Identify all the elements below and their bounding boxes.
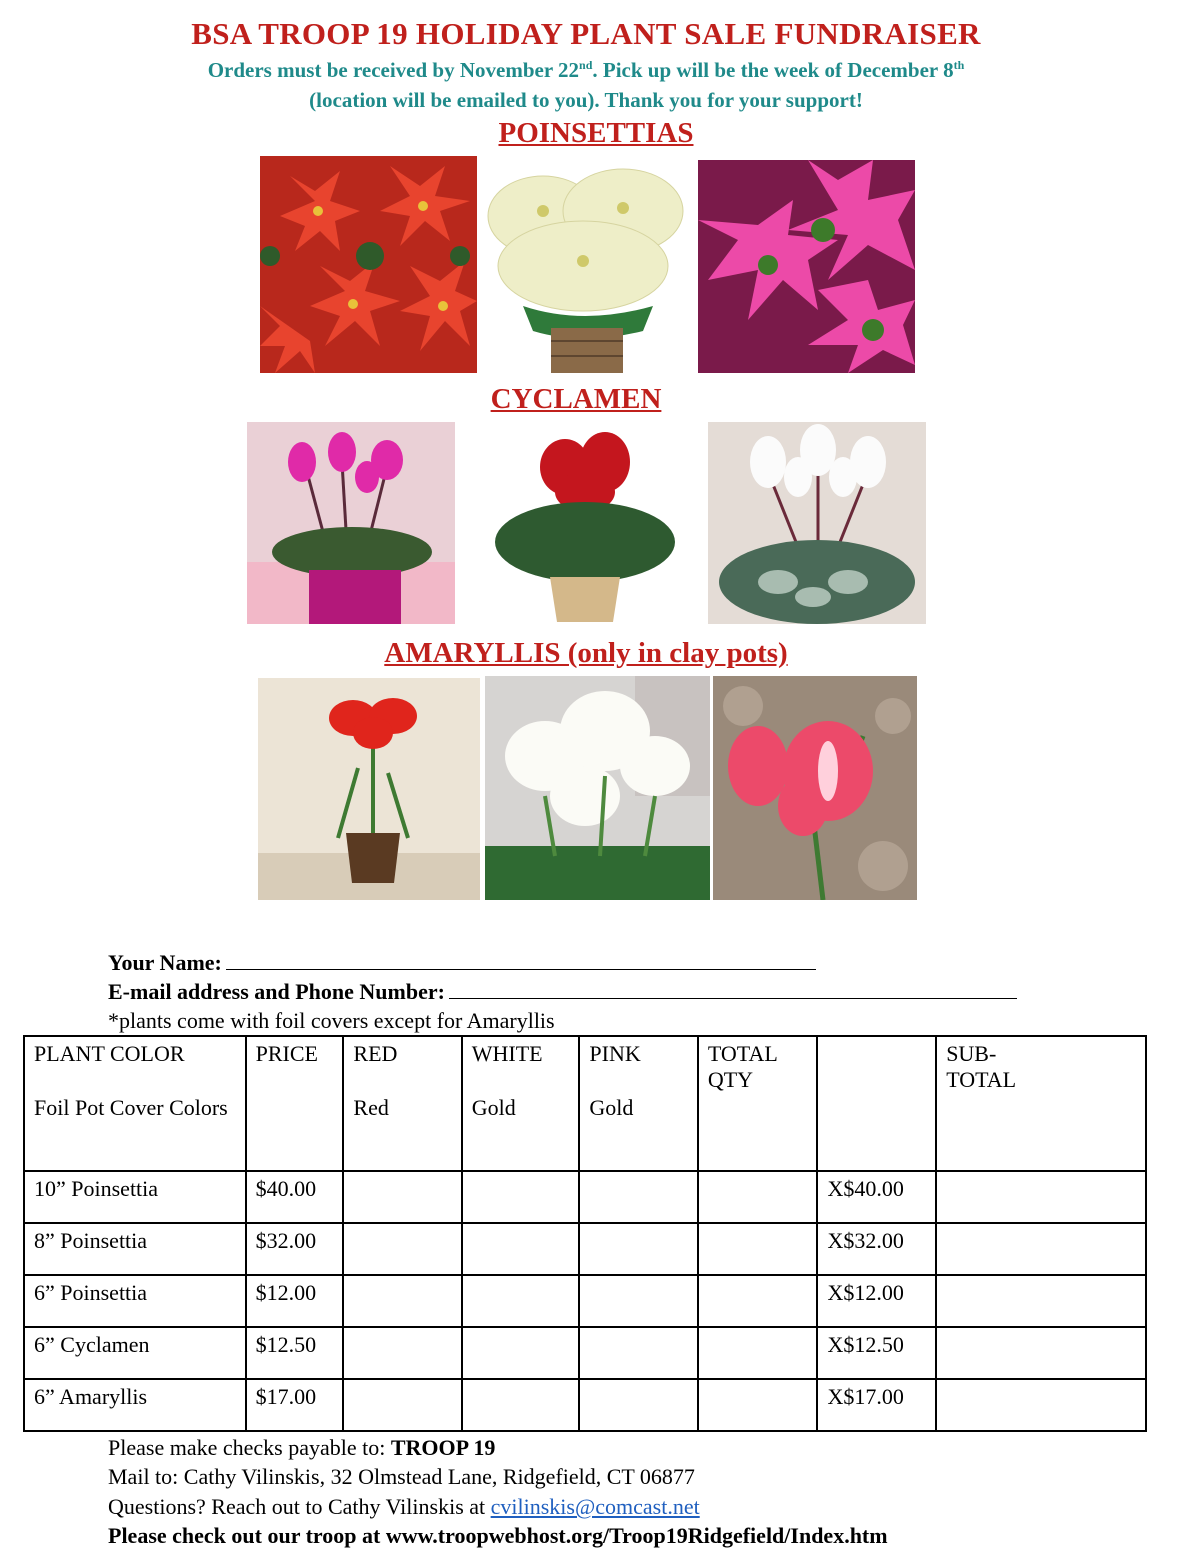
qty-white-input[interactable] xyxy=(462,1223,580,1275)
plant-price: $12.00 xyxy=(246,1275,344,1327)
foil-label: Foil Pot Cover Colors xyxy=(24,1091,246,1171)
order-table xyxy=(23,1035,1147,1432)
qty-white-input[interactable] xyxy=(462,1275,580,1327)
multiplier: X$32.00 xyxy=(817,1223,936,1275)
subtotal-input[interactable] xyxy=(936,1275,1146,1327)
photo-white-cyclamen xyxy=(708,422,926,624)
photo-white-poinsettia xyxy=(483,156,691,373)
header-price: PRICE xyxy=(246,1036,344,1091)
photo-white-amaryllis xyxy=(485,676,710,900)
table-row xyxy=(24,1327,1146,1379)
table-row xyxy=(24,1275,1146,1327)
qty-white-input[interactable] xyxy=(462,1171,580,1223)
checks-payable-line: Please make checks payable to: TROOP 19 xyxy=(108,1435,496,1460)
qty-red-input[interactable] xyxy=(343,1379,461,1431)
section-title-cyclamen: CYCLAMEN xyxy=(490,383,662,415)
name-field-row xyxy=(108,950,816,976)
name-label: Your Name: xyxy=(108,950,222,975)
qty-pink-input[interactable] xyxy=(579,1327,697,1379)
photo-pink-cyclamen xyxy=(247,422,455,624)
plant-price: $12.50 xyxy=(246,1327,344,1379)
qty-white-input[interactable] xyxy=(462,1327,580,1379)
section-title-amaryllis: AMARYLLIS (only in clay pots) xyxy=(384,637,788,669)
email-phone-input-line[interactable] xyxy=(449,980,1017,999)
header-plant-color: PLANT COLOR xyxy=(24,1036,246,1091)
plant-price: $40.00 xyxy=(246,1171,344,1223)
foil-cover-note: *plants come with foil covers except for Amaryllis xyxy=(108,1008,555,1033)
table-header-row xyxy=(24,1036,1146,1091)
multiplier: X$40.00 xyxy=(817,1171,936,1223)
qty-red-input[interactable] xyxy=(343,1327,461,1379)
plant-price: $17.00 xyxy=(246,1379,344,1431)
foil-red-cell: Red xyxy=(343,1091,461,1171)
pickup-line: (location will be emailed to you). Thank you for your support! xyxy=(309,88,863,112)
qty-pink-input[interactable] xyxy=(579,1275,697,1327)
email-phone-label: E-mail address and Phone Number: xyxy=(108,979,445,1004)
qty-white-input[interactable] xyxy=(462,1379,580,1431)
foil-price-cell xyxy=(246,1091,344,1171)
table-row xyxy=(24,1171,1146,1223)
foil-white-cell: Gold xyxy=(462,1091,580,1171)
total-qty-input[interactable] xyxy=(698,1327,818,1379)
multiplier: X$17.00 xyxy=(817,1379,936,1431)
questions-line: Questions? Reach out to Cathy Vilinskis at cvilinskis@comcast.net xyxy=(108,1494,700,1519)
qty-red-input[interactable] xyxy=(343,1171,461,1223)
plant-price: $32.00 xyxy=(246,1223,344,1275)
total-qty-input[interactable] xyxy=(698,1275,818,1327)
header-subtotal: SUB-TOTAL xyxy=(936,1036,1146,1171)
header-pink: PINK xyxy=(579,1036,697,1091)
subtotal-input[interactable] xyxy=(936,1223,1146,1275)
subtotal-input[interactable] xyxy=(936,1379,1146,1431)
subtotal-input[interactable] xyxy=(936,1171,1146,1223)
photo-red-cyclamen xyxy=(485,422,685,624)
plant-name: 10” Poinsettia xyxy=(24,1171,246,1223)
payee-name: TROOP 19 xyxy=(390,1435,496,1460)
photo-red-amaryllis xyxy=(258,678,480,900)
email-field-row xyxy=(108,979,1017,1005)
photo-pink-amaryllis xyxy=(713,676,917,900)
qty-red-input[interactable] xyxy=(343,1275,461,1327)
total-qty-input[interactable] xyxy=(698,1171,818,1223)
website-line[interactable]: Please check out our troop at www.troopwebhost.org/Troop19Ridgefield/Index.htm xyxy=(108,1523,888,1548)
page-title: BSA TROOP 19 HOLIDAY PLANT SALE FUNDRAISER xyxy=(191,16,981,51)
table-row xyxy=(24,1379,1146,1431)
total-qty-input[interactable] xyxy=(698,1379,818,1431)
deadline-line: Orders must be received by November 22nd. Pick up will be the week of December 8th xyxy=(207,58,965,82)
plant-name: 6” Poinsettia xyxy=(24,1275,246,1327)
qty-pink-input[interactable] xyxy=(579,1171,697,1223)
plant-name: 6” Cyclamen xyxy=(24,1327,246,1379)
qty-pink-input[interactable] xyxy=(579,1379,697,1431)
qty-pink-input[interactable] xyxy=(579,1223,697,1275)
subtotal-input[interactable] xyxy=(936,1327,1146,1379)
photo-pink-poinsettia xyxy=(698,160,915,373)
qty-red-input[interactable] xyxy=(343,1223,461,1275)
header-blank xyxy=(817,1036,936,1171)
total-qty-input[interactable] xyxy=(698,1223,818,1275)
section-title-poinsettias: POINSETTIAS xyxy=(498,117,694,149)
contact-email-link[interactable]: cvilinskis@comcast.net xyxy=(490,1494,700,1519)
mail-to-line: Mail to: Cathy Vilinskis, 32 Olmstead Lane, Ridgefield, CT 06877 xyxy=(108,1464,695,1489)
header-white: WHITE xyxy=(462,1036,580,1091)
plant-name: 6” Amaryllis xyxy=(24,1379,246,1431)
header-red: RED xyxy=(343,1036,461,1091)
foil-pink-cell: Gold xyxy=(579,1091,697,1171)
header-total-qty: TOTAL QTY xyxy=(698,1036,818,1171)
table-row xyxy=(24,1223,1146,1275)
name-input-line[interactable] xyxy=(226,951,816,970)
photo-red-poinsettia xyxy=(260,156,477,373)
multiplier: X$12.50 xyxy=(817,1327,936,1379)
plant-name: 8” Poinsettia xyxy=(24,1223,246,1275)
multiplier: X$12.00 xyxy=(817,1275,936,1327)
